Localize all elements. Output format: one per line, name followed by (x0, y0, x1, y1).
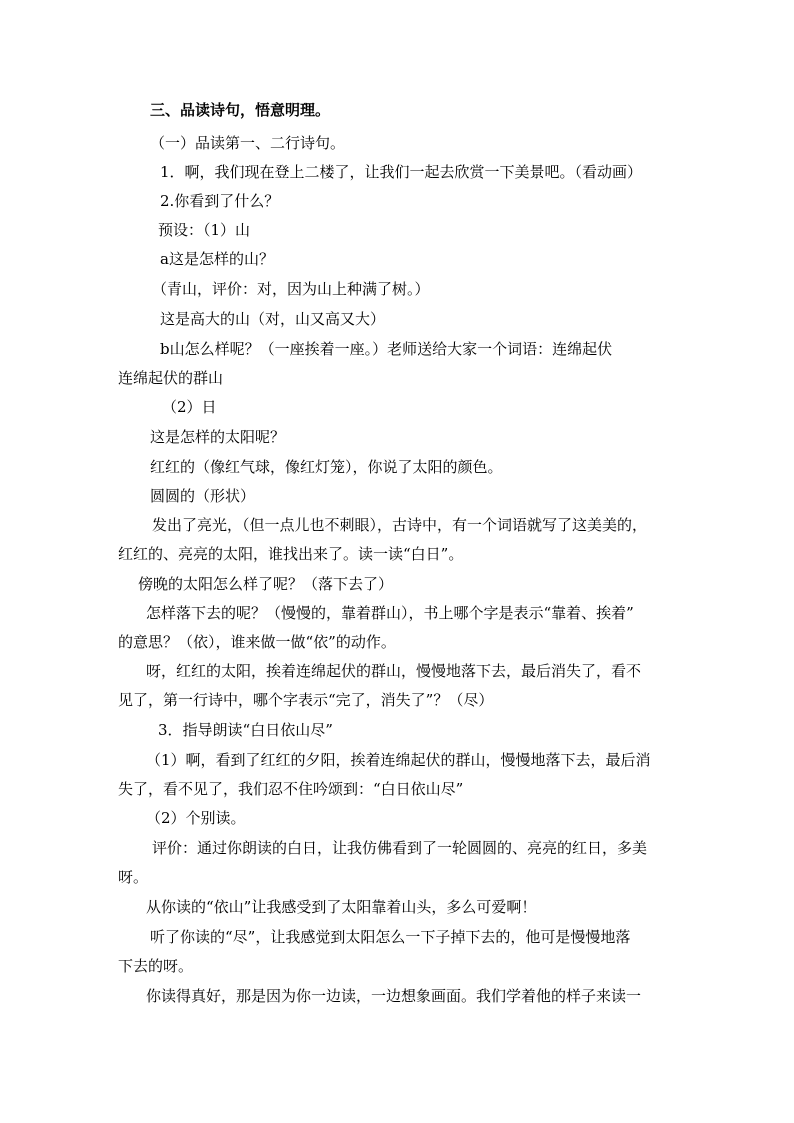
text-line: 发出了亮光，（但一点儿也不刺眼），古诗中，有一个词语就写了这美美的， (152, 516, 648, 534)
text-line: 你读得真好，那是因为你一边读，一边想象画面。我们学着他的样子来读一 (146, 987, 642, 1005)
text-line: 这是高大的山（对，山又高又大） (160, 310, 386, 328)
text-line: 1．啊，我们现在登上二楼了，让我们一起去欣赏一下美景吧。（看动画） (160, 163, 643, 181)
text-line: 预设：（1）山 (158, 221, 251, 239)
text-line: （2）个别读。 (146, 809, 246, 827)
text-line: 傍晚的太阳怎么样了呢？（落下去了） (138, 575, 394, 593)
text-line: 呀。 (118, 868, 149, 886)
text-line: 的意思？（依），谁来做一做“依”的动作。 (118, 633, 396, 651)
text-line: 怎样落下去的呢？（慢慢的，靠着群山），书上哪个字是表示“靠着、挨着” (146, 604, 634, 622)
text-line: 红红的（像红气球，像红灯笼），你说了太阳的颜色。 (150, 458, 503, 476)
text-line: （1）啊，看到了红红的夕阳，挨着连绵起伏的群山，慢慢地落下去，最后消 (146, 751, 651, 769)
text-line: 这是怎样的太阳呢？ (150, 428, 286, 446)
text-line: 见了，第一行诗中，哪个字表示“完了，消失了”？（尽） (118, 691, 494, 709)
text-line: 圆圆的（形状） (150, 487, 256, 505)
text-line: 从你读的“依山”让我感受到了太阳靠着山头，多么可爱啊！ (146, 898, 537, 916)
text-line: 听了你读的“尽”，让我感觉到太阳怎么一下子掉下去的，他可是慢慢地落 (150, 928, 631, 946)
text-line: 评价：通过你朗读的白日，让我仿佛看到了一轮圆圆的、亮亮的红日，多美 (152, 839, 648, 857)
text-line: 3．指导朗读“白日依山尽” (158, 721, 333, 739)
text-line: a这是怎样的山？ (160, 250, 274, 268)
text-line: （2）日 (162, 398, 217, 416)
text-line: 失了，看不见了，我们忍不住吟颂到：“白日依山尽” (118, 780, 464, 798)
section-heading: 三、品读诗句，悟意明理。 (150, 101, 331, 119)
text-line: 连绵起伏的群山 (118, 369, 224, 387)
text-line: （青山，评价：对，因为山上种满了树。） (152, 280, 430, 298)
text-line: b山怎么样呢？（一座挨着一座。）老师送给大家一个词语：连绵起伏 (160, 340, 613, 358)
text-line: 呀，红红的太阳，挨着连绵起伏的群山，慢慢地落下去，最后消失了，看不 (146, 662, 642, 680)
text-line: 2.你看到了什么？ (160, 192, 280, 210)
subsection-heading: （一）品读第一、二行诗句。 (150, 134, 346, 152)
text-line: 下去的呀。 (118, 957, 194, 975)
text-line: 红红的、亮亮的太阳，谁找出来了。读一读“白日”。 (118, 545, 464, 563)
